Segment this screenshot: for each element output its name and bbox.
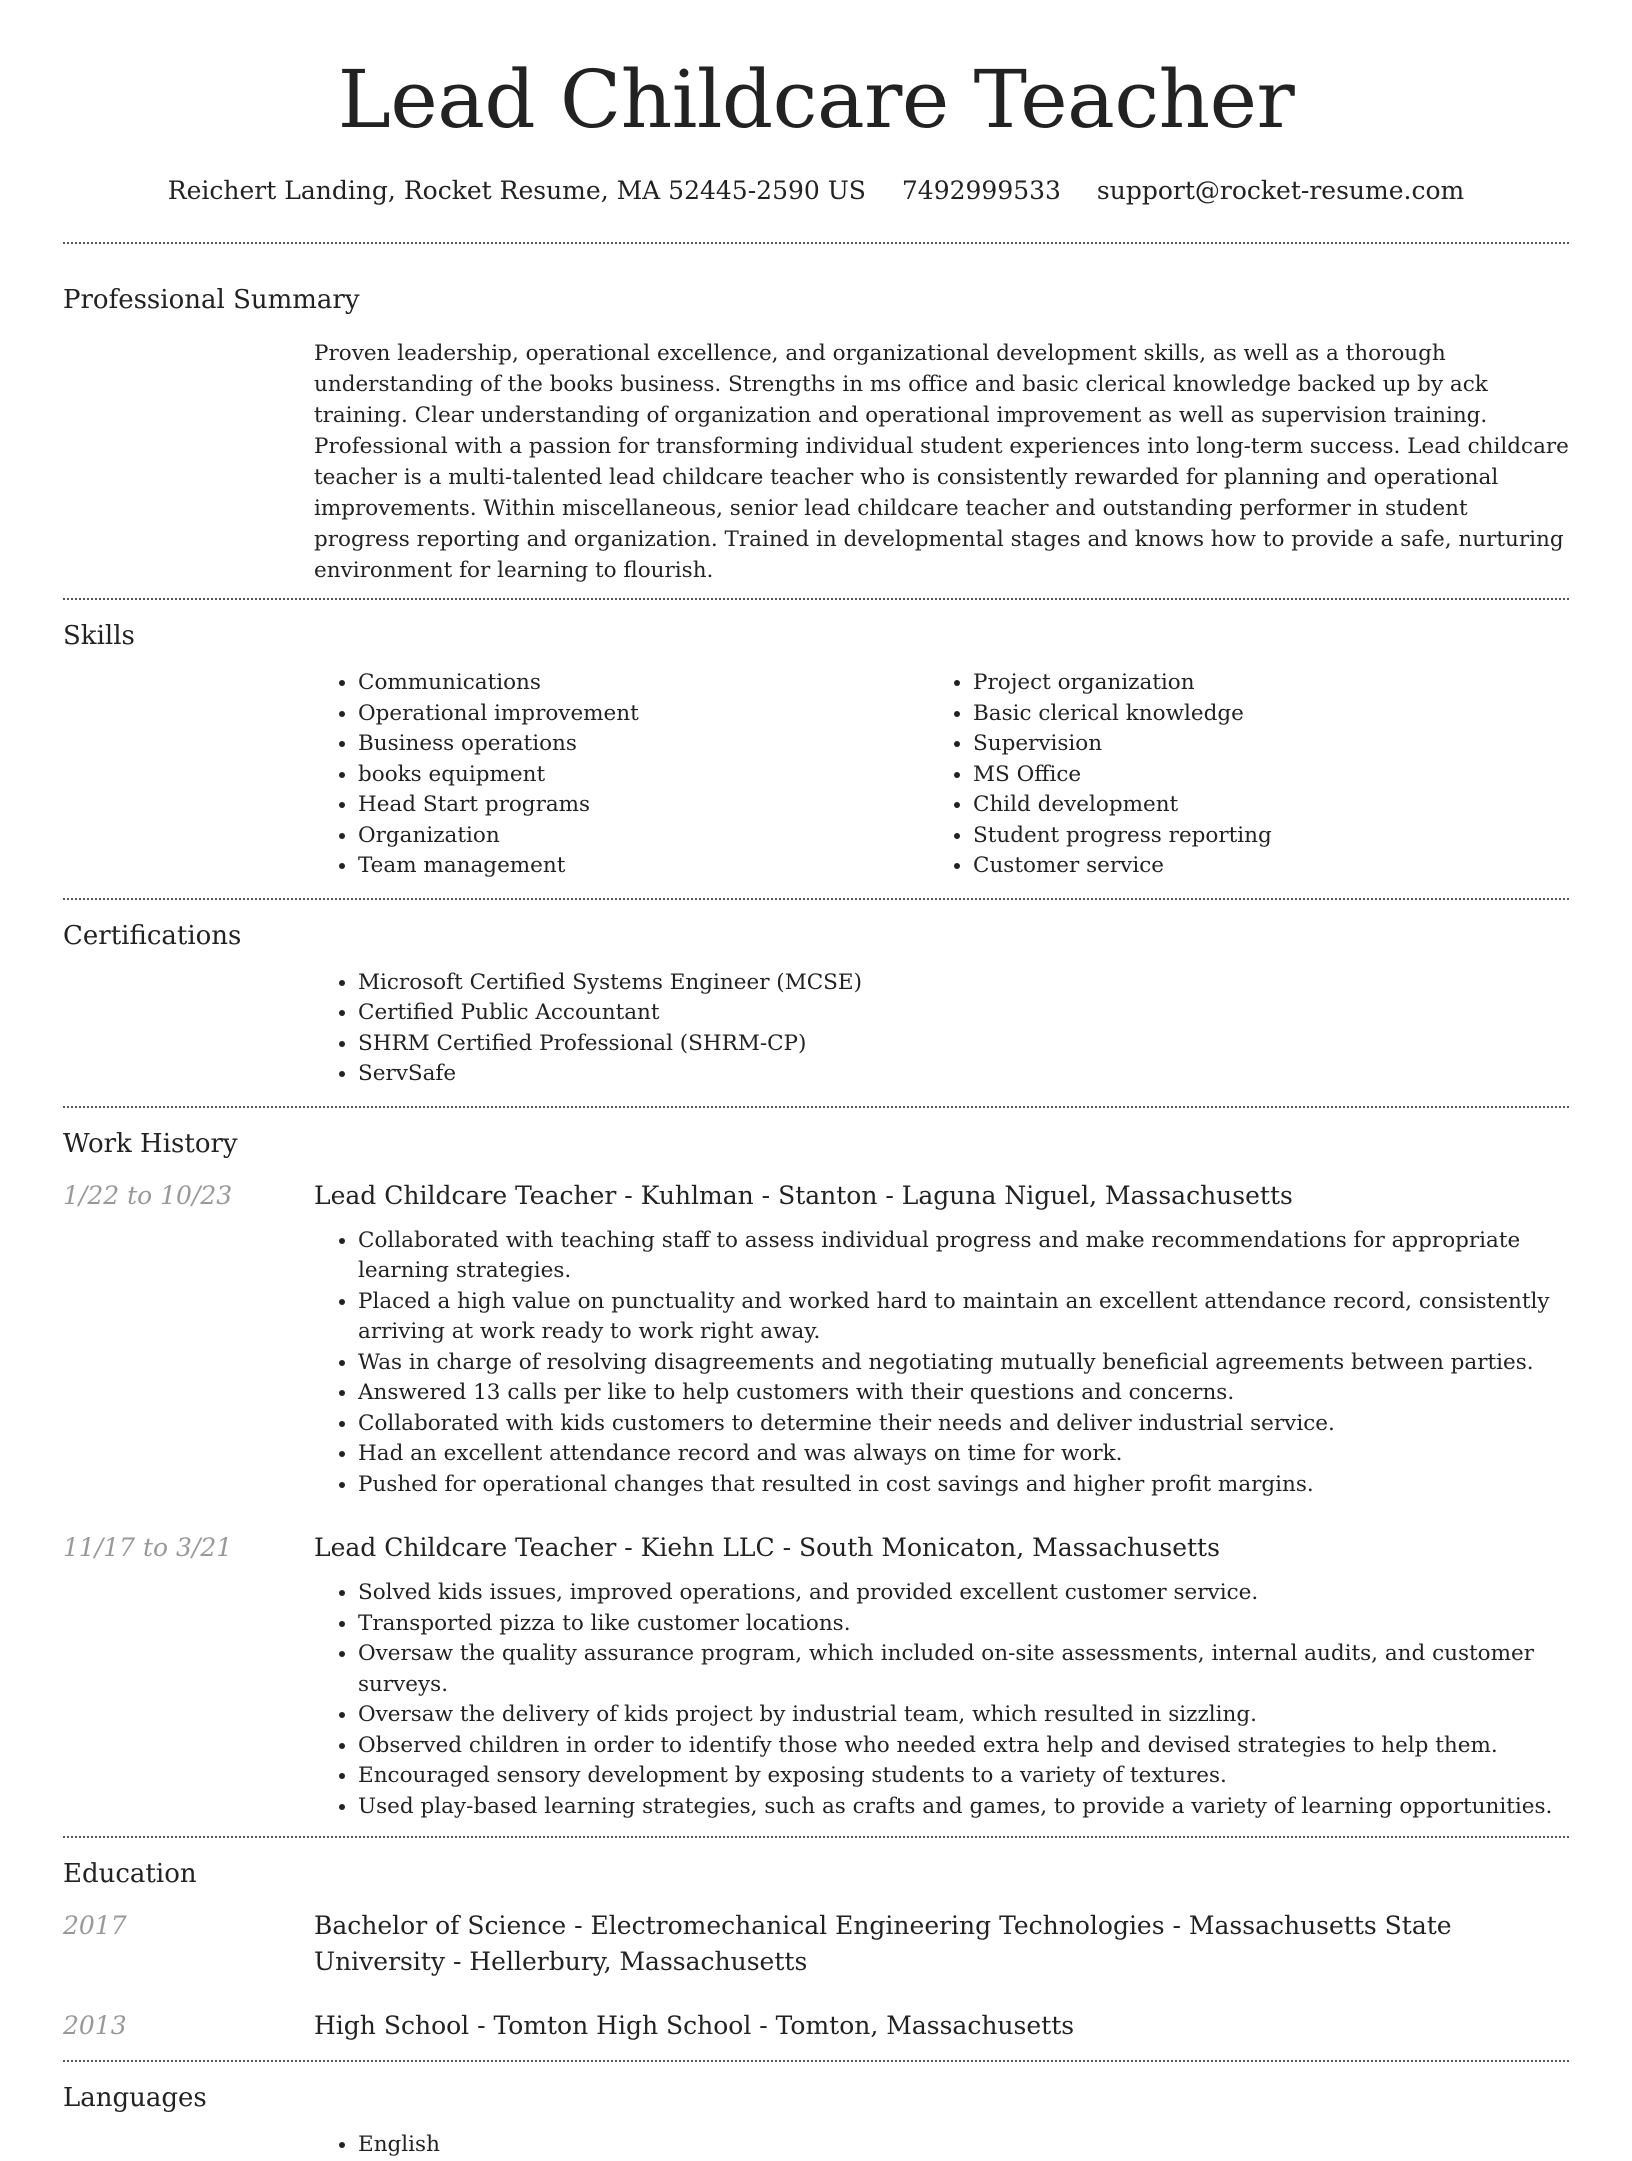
job-bullets: [314, 1578, 1569, 1822]
section-heading-work: Work History: [63, 1128, 238, 1159]
list-item: • Observed children in order to identify those who needed extra help and devised strategies to help them.: [358, 1731, 1569, 1762]
list-item: • Business operations: [358, 729, 929, 760]
contact-email: support@rocket-resume.com: [1096, 176, 1465, 205]
contact-phone: 7492999533: [901, 176, 1061, 205]
education-entry: [63, 1908, 1569, 1980]
languages-content: [314, 2130, 1569, 2161]
list-item: • Operational improvement: [358, 699, 929, 730]
skills-list-right: [929, 668, 1569, 882]
contact-address: Reichert Landing, Rocket Resume, MA 52445-2590 US: [167, 176, 866, 205]
list-item: • Solved kids issues, improved operations, and provided excellent customer service.: [358, 1578, 1569, 1609]
list-item: • Certified Public Accountant: [358, 998, 1569, 1029]
list-item: • Student progress reporting: [973, 821, 1569, 852]
list-item: • Customer service: [973, 851, 1569, 882]
list-item: • English: [358, 2130, 1569, 2161]
list-item: • Communications: [358, 668, 929, 699]
contact-line: [63, 174, 1569, 208]
section-heading-summary: Professional Summary: [63, 285, 360, 315]
job-entry: [63, 1178, 1569, 1501]
list-item: • Team management: [358, 851, 929, 882]
list-item: • Supervision: [973, 729, 1569, 760]
list-item: • ServSafe: [358, 1059, 1569, 1090]
job-body: [314, 1530, 1569, 1822]
summary-text: Proven leadership, operational excellence, and organizational development skills, as well as a thorough understanding of the books business. Strengths in ms office and basic clerical knowledge backed up by ack training. Clear understanding of organization and operational improvement as well as supervision training. Professional with a passion for transforming individual student experiences into long-term success. Lead childcare teacher is a multi-talented lead childcare teacher who is consistently rewarded for planning and operational improvements. Within miscellaneous, senior lead childcare teacher and outstanding performer in student progress reporting and organization. Trained in developmental stages and knows how to provide a safe, nurturing environment for learning to flourish.: [314, 341, 1569, 583]
list-item: • Collaborated with teaching staff to assess individual progress and make recommendations for appropriate learning strategies.: [358, 1226, 1569, 1287]
list-item: • Answered 13 calls per like to help customers with their questions and concerns.: [358, 1378, 1569, 1409]
education-text: Bachelor of Science - Electromechanical Engineering Technologies - Massachusetts State University - Hellerbury, Massachusetts: [314, 1911, 1452, 1976]
job-title: Lead Childcare Teacher - Kiehn LLC - South Monicaton, Massachusetts: [314, 1533, 1220, 1562]
education-year: 2013: [63, 2011, 127, 2040]
work-history-section: [63, 1108, 1569, 1823]
list-item: • MS Office: [973, 760, 1569, 791]
certifications-section: [63, 900, 1569, 1106]
list-item: • books equipment: [358, 760, 929, 791]
languages-list: [314, 2130, 1569, 2161]
job-title: Lead Childcare Teacher - Kuhlman - Stanton - Laguna Niguel, Massachusetts: [314, 1180, 1293, 1210]
list-item: • Oversaw the quality assurance program, which included on-site assessments, internal audits, and customer surveys.: [358, 1639, 1569, 1700]
list-item: • Basic clerical knowledge: [973, 699, 1569, 730]
education-section: [63, 1838, 1569, 2044]
certifications-list: [314, 968, 1569, 1090]
list-item: • Transported pizza to like customer locations.: [358, 1609, 1569, 1640]
list-item: • Was in charge of resolving disagreements and negotiating mutually beneficial agreements between parties.: [358, 1348, 1569, 1379]
section-heading-certifications: Certifications: [63, 920, 242, 951]
list-item: • Child development: [973, 790, 1569, 821]
job-entry: [63, 1530, 1569, 1822]
list-item: • Encouraged sensory development by exposing students to a variety of textures.: [358, 1761, 1569, 1792]
list-item: • Collaborated with kids customers to determine their needs and deliver industrial service.: [358, 1409, 1569, 1440]
section-heading-education: Education: [63, 1859, 197, 1889]
list-item: • Project organization: [973, 668, 1569, 699]
education-entry: [63, 2008, 1569, 2044]
list-item: • SHRM Certified Professional (SHRM-CP): [358, 1029, 1569, 1060]
job-dates: 1/22 to 10/23: [63, 1180, 233, 1210]
education-text: High School - Tomton High School - Tomton, Massachusetts: [314, 2011, 1075, 2040]
job-bullets: [314, 1226, 1569, 1501]
list-item: • Microsoft Certified Systems Engineer (MCSE): [358, 968, 1569, 999]
certifications-content: [314, 968, 1569, 1090]
job-dates: 11/17 to 3/21: [63, 1533, 233, 1562]
section-heading-languages: Languages: [63, 2083, 207, 2113]
section-heading-skills: Skills: [63, 621, 135, 651]
list-item: • Pushed for operational changes that resulted in cost savings and higher profit margins.: [358, 1470, 1569, 1501]
list-item: • Used play-based learning strategies, such as crafts and games, to provide a variety of learning opportunities.: [358, 1792, 1569, 1823]
list-item: • Placed a high value on punctuality and worked hard to maintain an excellent attendance record, consistently arriving at work ready to work right away.: [358, 1287, 1569, 1348]
resume-header: [63, 0, 1569, 208]
list-item: • Had an excellent attendance record and was always on time for work.: [358, 1439, 1569, 1470]
languages-section: [63, 2062, 1569, 2161]
list-item: • Head Start programs: [358, 790, 929, 821]
resume-title: Lead Childcare Teacher: [337, 53, 1295, 146]
skills-list-left: [314, 668, 929, 882]
skills-section: [63, 600, 1569, 898]
skills-grid: [314, 668, 1569, 882]
summary-content: [314, 338, 1569, 598]
list-item: • Organization: [358, 821, 929, 852]
list-item: • Oversaw the delivery of kids project by industrial team, which resulted in sizzling.: [358, 1700, 1569, 1731]
education-year: 2017: [63, 1911, 127, 1940]
job-body: [314, 1178, 1569, 1501]
summary-section: [63, 244, 1569, 598]
